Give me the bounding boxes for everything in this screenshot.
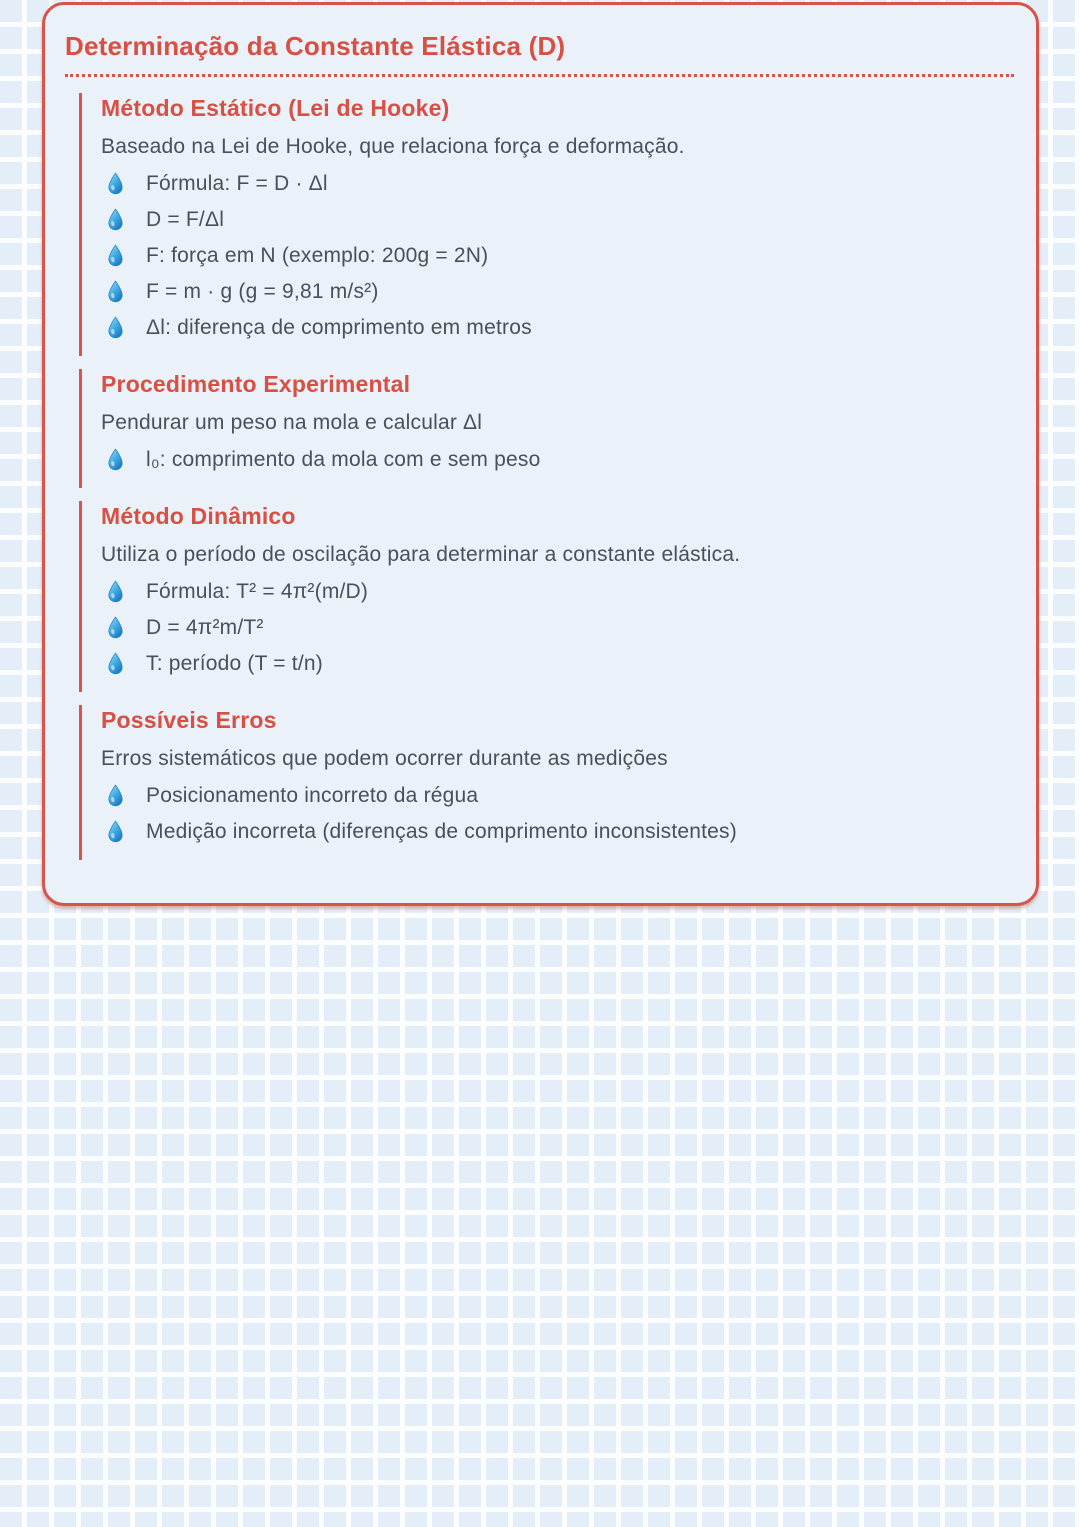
bullet-text: F = m · g (g = 9,81 m/s²) bbox=[146, 280, 379, 303]
list-item bbox=[101, 310, 1014, 346]
section-intro: Erros sistemáticos que podem ocorrer durante as medições bbox=[101, 747, 668, 770]
list-item bbox=[101, 238, 1014, 274]
water-drop-icon bbox=[106, 448, 125, 472]
section bbox=[79, 369, 1014, 488]
water-drop-icon bbox=[106, 580, 125, 604]
bullet-text: D = 4π²m/T² bbox=[146, 616, 264, 639]
water-drop-icon bbox=[106, 316, 125, 340]
section bbox=[79, 501, 1014, 692]
water-drop-icon bbox=[106, 280, 125, 304]
water-drop-icon bbox=[106, 244, 125, 268]
bullet-list bbox=[101, 778, 1014, 850]
list-item bbox=[101, 202, 1014, 238]
section bbox=[79, 705, 1014, 860]
list-item bbox=[101, 442, 1014, 478]
section-intro: Baseado na Lei de Hooke, que relaciona força e deformação. bbox=[101, 135, 685, 158]
section bbox=[79, 93, 1014, 356]
bullet-text: T: período (T = t/n) bbox=[146, 652, 323, 675]
section-heading: Método Estático (Lei de Hooke) bbox=[101, 95, 450, 121]
water-drop-icon bbox=[106, 616, 125, 640]
page-title: Determinação da Constante Elástica (D) bbox=[65, 29, 1014, 77]
bullet-text: Fórmula: F = D · Δl bbox=[146, 172, 328, 195]
list-item bbox=[101, 166, 1014, 202]
bullet-text: Fórmula: T² = 4π²(m/D) bbox=[146, 580, 369, 603]
section-intro: Pendurar um peso na mola e calcular Δl bbox=[101, 411, 483, 434]
bullet-list bbox=[101, 166, 1014, 346]
notes-card bbox=[42, 2, 1039, 906]
list-item bbox=[101, 814, 1014, 850]
bullet-text: l₀: comprimento da mola com e sem peso bbox=[146, 448, 541, 471]
list-item bbox=[101, 610, 1014, 646]
water-drop-icon bbox=[106, 652, 125, 676]
section-heading: Método Dinâmico bbox=[101, 503, 296, 529]
section-heading: Procedimento Experimental bbox=[101, 371, 411, 397]
water-drop-icon bbox=[106, 820, 125, 844]
bullet-text: F: força em N (exemplo: 200g = 2N) bbox=[146, 244, 489, 267]
bullet-list bbox=[101, 574, 1014, 682]
water-drop-icon bbox=[106, 208, 125, 232]
water-drop-icon bbox=[106, 784, 125, 808]
bullet-text: Posicionamento incorreto da régua bbox=[146, 784, 479, 807]
bullet-text: Medição incorreta (diferenças de comprimento inconsistentes) bbox=[146, 820, 737, 843]
list-item bbox=[101, 274, 1014, 310]
bullet-text: D = F/Δl bbox=[146, 208, 225, 231]
section-heading: Possíveis Erros bbox=[101, 707, 277, 733]
bullet-list bbox=[101, 442, 1014, 478]
list-item bbox=[101, 778, 1014, 814]
list-item bbox=[101, 574, 1014, 610]
section-intro: Utiliza o período de oscilação para determinar a constante elástica. bbox=[101, 543, 741, 566]
water-drop-icon bbox=[106, 172, 125, 196]
sections-container bbox=[65, 93, 1014, 860]
bullet-text: Δl: diferença de comprimento em metros bbox=[146, 316, 532, 339]
list-item bbox=[101, 646, 1014, 682]
